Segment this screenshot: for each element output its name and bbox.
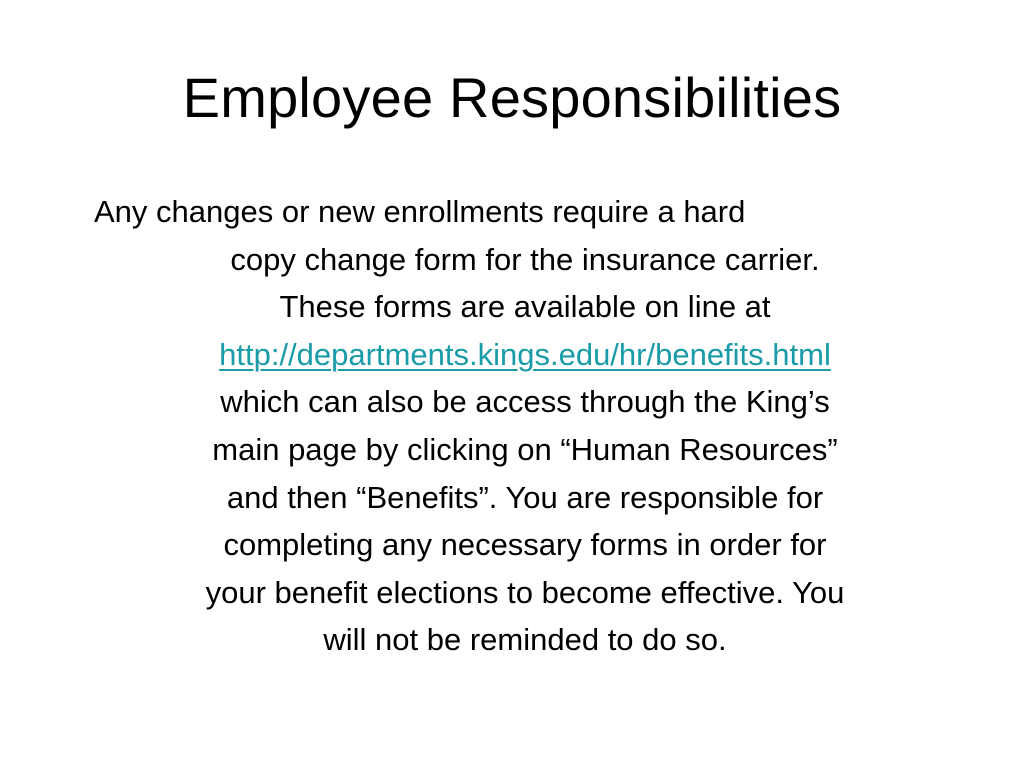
body-line-9: your benefit elections to become effective. You <box>205 574 845 610</box>
body-line-link <box>90 331 960 379</box>
benefits-link[interactable]: http://departments.kings.edu/hr/benefits.html <box>219 336 831 372</box>
body-line-5: which can also be access through the King’s <box>220 384 830 420</box>
body-line-1: Any changes or new enrollments require a hard <box>94 194 746 229</box>
slide-title: Employee Responsibilities <box>182 66 842 129</box>
body-line-2: copy change form for the insurance carrier. <box>230 241 820 277</box>
body-line-10: will not be reminded to do so. <box>323 622 727 658</box>
slide-body-text <box>90 188 960 664</box>
body-line-6: main page by clicking on “Human Resources” <box>212 431 838 467</box>
body-line-3: These forms are available on line at <box>279 289 771 325</box>
body-line-7: and then “Benefits”. You are responsible for <box>226 479 824 515</box>
body-line-8: completing any necessary forms in order for <box>223 527 827 563</box>
